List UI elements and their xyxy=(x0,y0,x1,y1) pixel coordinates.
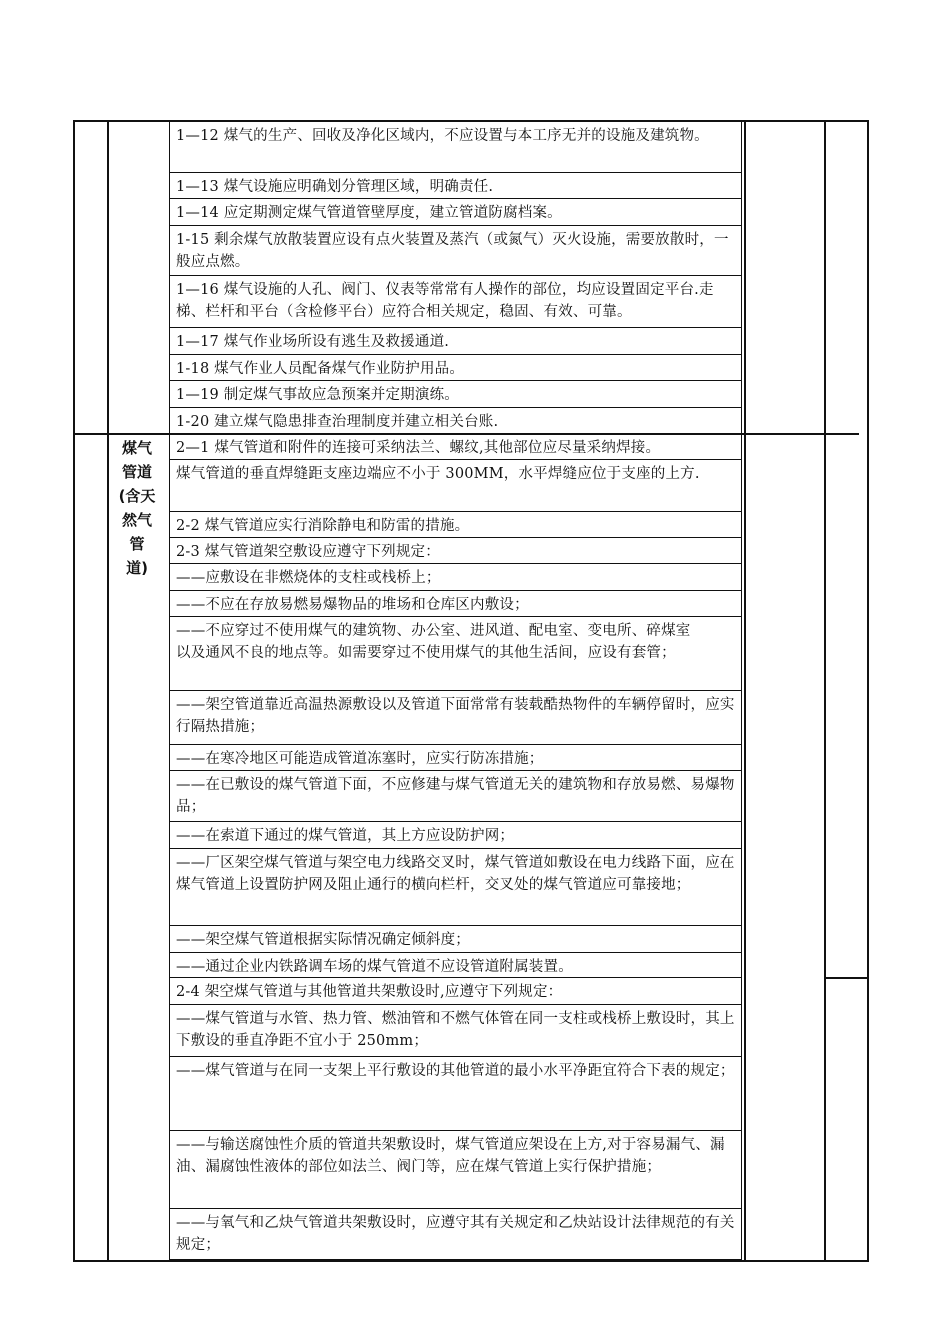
item-text: ——不应在存放易燃易爆物品的堆场和仓库区内敷设； xyxy=(176,597,529,613)
category-label-gas-pipeline xyxy=(112,436,162,580)
item-text: ——厂区架空煤气管道与架空电力线路交叉时，煤气管道如敷设在电力线路下面，应在煤气管道上设置防护网及阻止通行的横向栏杆，交叉处的煤气管道应可靠接地； xyxy=(176,855,735,893)
item-cell xyxy=(169,952,742,978)
item-cell xyxy=(169,770,742,822)
item-text: ——在已敷设的煤气管道下面，不应修建与煤气管道无关的建筑物和存放易燃、易爆物品； xyxy=(176,777,735,815)
item-text: 1—13 煤气设施应明确划分管理区域，明确责任. xyxy=(176,179,494,195)
item-cell xyxy=(169,977,742,1005)
item-text: 1—19 制定煤气事故应急预案并定期演练。 xyxy=(176,387,459,403)
item-cell xyxy=(169,275,742,328)
item-cell xyxy=(169,433,742,460)
frame-col5-line xyxy=(824,121,826,1261)
item-text: ——与输送腐蚀性介质的管道共架敷设时，煤气管道应架设在上方,对于容易漏气、漏油、漏腐蚀性液体的部位如法兰、阀门等，应在煤气管道上实行保护措施； xyxy=(176,1137,725,1175)
item-cell xyxy=(169,380,742,408)
item-cell xyxy=(169,744,742,771)
item-text: 1—12 煤气的生产、回收及净化区域内，不应设置与本工序无并的设施及建筑物。 xyxy=(176,128,709,144)
item-text: ——通过企业内铁路调车场的煤气管道不应设管道附属装置。 xyxy=(176,959,573,975)
item-cell xyxy=(169,821,742,849)
category-line: (含天 xyxy=(118,487,156,505)
item-cell xyxy=(169,1130,742,1209)
item-cell xyxy=(169,225,742,276)
item-text: ——架空煤气管道根据实际情况确定倾斜度； xyxy=(176,932,470,948)
item-cell xyxy=(169,590,742,617)
item-text: 1-15 剩余煤气放散装置应设有点火装置及蒸汽（或氮气）灭火设施，需要放散时，一般应点燃。 xyxy=(176,232,729,270)
category-line: 管 xyxy=(129,535,145,553)
item-cell xyxy=(169,327,742,355)
frame-col4-line xyxy=(744,121,746,1261)
category-line: 煤气 xyxy=(121,439,152,457)
section-divider-right-line xyxy=(824,977,869,979)
item-cell xyxy=(169,1208,742,1260)
item-cell xyxy=(169,537,742,564)
item-text: 1—16 煤气设施的人孔、阀门、仪表等常常有人操作的部位，均应设置固定平台.走梯、栏杆和平台（含检修平台）应符合相关规定，稳固、有效、可靠。 xyxy=(176,282,714,320)
item-text: ——与氧气和乙炔气管道共架敷设时，应遵守其有关规定和乙炔站设计法律规范的有关规定； xyxy=(176,1215,735,1253)
item-text: ——架空管道靠近高温热源敷设以及管道下面常常有装载酷热物件的车辆停留时，应实行隔热措施； xyxy=(176,697,735,735)
item-text: 2-2 煤气管道应实行消除静电和防雷的措施。 xyxy=(176,518,470,534)
item-cell xyxy=(169,121,742,173)
item-text: ——应敷设在非燃烧体的支柱或栈桥上； xyxy=(176,570,441,586)
category-line: 然气 xyxy=(121,511,152,529)
item-text: 煤气管道的垂直焊缝距支座边端应不小于 300MM，水平焊缝应位于支座的上方. xyxy=(176,466,700,482)
category-line: 道) xyxy=(126,559,148,577)
item-text: 2-3 煤气管道架空敷设应遵守下列规定： xyxy=(176,544,440,560)
item-cell xyxy=(169,1004,742,1057)
frame-bottom-line xyxy=(73,1260,869,1262)
item-text: ——在寒冷地区可能造成管道冻塞时，应实行防冻措施； xyxy=(176,751,544,767)
item-text: ——煤气管道与在同一支架上平行敷设的其他管道的最小水平净距宜符合下表的规定； xyxy=(176,1063,735,1079)
item-cell xyxy=(169,354,742,381)
item-cell xyxy=(169,925,742,953)
item-text: ——不应穿过不使用煤气的建筑物、办公室、进风道、配电室、变电所、碎煤室 以及通风不良的地点等。如需要穿过不使用煤气的其他生活间，应设有套管； xyxy=(176,623,691,661)
item-cell xyxy=(169,1056,742,1131)
item-cell xyxy=(169,511,742,538)
item-cell xyxy=(169,848,742,926)
frame-left-line xyxy=(73,121,75,1261)
item-text: 2-4 架空煤气管道与其他管道共架敷设时,应遵守下列规定： xyxy=(176,984,563,1000)
frame-right-line xyxy=(867,121,869,1261)
category-line: 管道 xyxy=(121,463,152,481)
frame-col2-line xyxy=(107,121,109,1261)
item-cell xyxy=(169,616,742,691)
item-text: 2—1 煤气管道和附件的连接可采纳法兰、螺纹,其他部位应尽量采纳焊接。 xyxy=(176,440,661,456)
item-text: ——在索道下通过的煤气管道，其上方应设防护网； xyxy=(176,828,515,844)
item-cell xyxy=(169,198,742,226)
item-cell xyxy=(169,172,742,199)
item-cell xyxy=(169,459,742,512)
item-cell xyxy=(169,563,742,591)
item-text: 1—17 煤气作业场所设有逃生及救援通道. xyxy=(176,334,450,350)
item-cell xyxy=(169,407,742,434)
item-text: ——煤气管道与水管、热力管、燃油管和不燃气体管在同一支柱或栈桥上敷设时，其上下敷设的垂直净距不宜小于 250mm； xyxy=(176,1011,735,1049)
item-cell xyxy=(169,690,742,745)
item-text: 1-20 建立煤气隐患排查治理制度并建立相关台账. xyxy=(176,414,499,430)
item-text: 1—14 应定期测定煤气管道管壁厚度，建立管道防腐档案。 xyxy=(176,205,562,221)
item-text: 1-18 煤气作业人员配备煤气作业防护用品。 xyxy=(176,361,465,377)
